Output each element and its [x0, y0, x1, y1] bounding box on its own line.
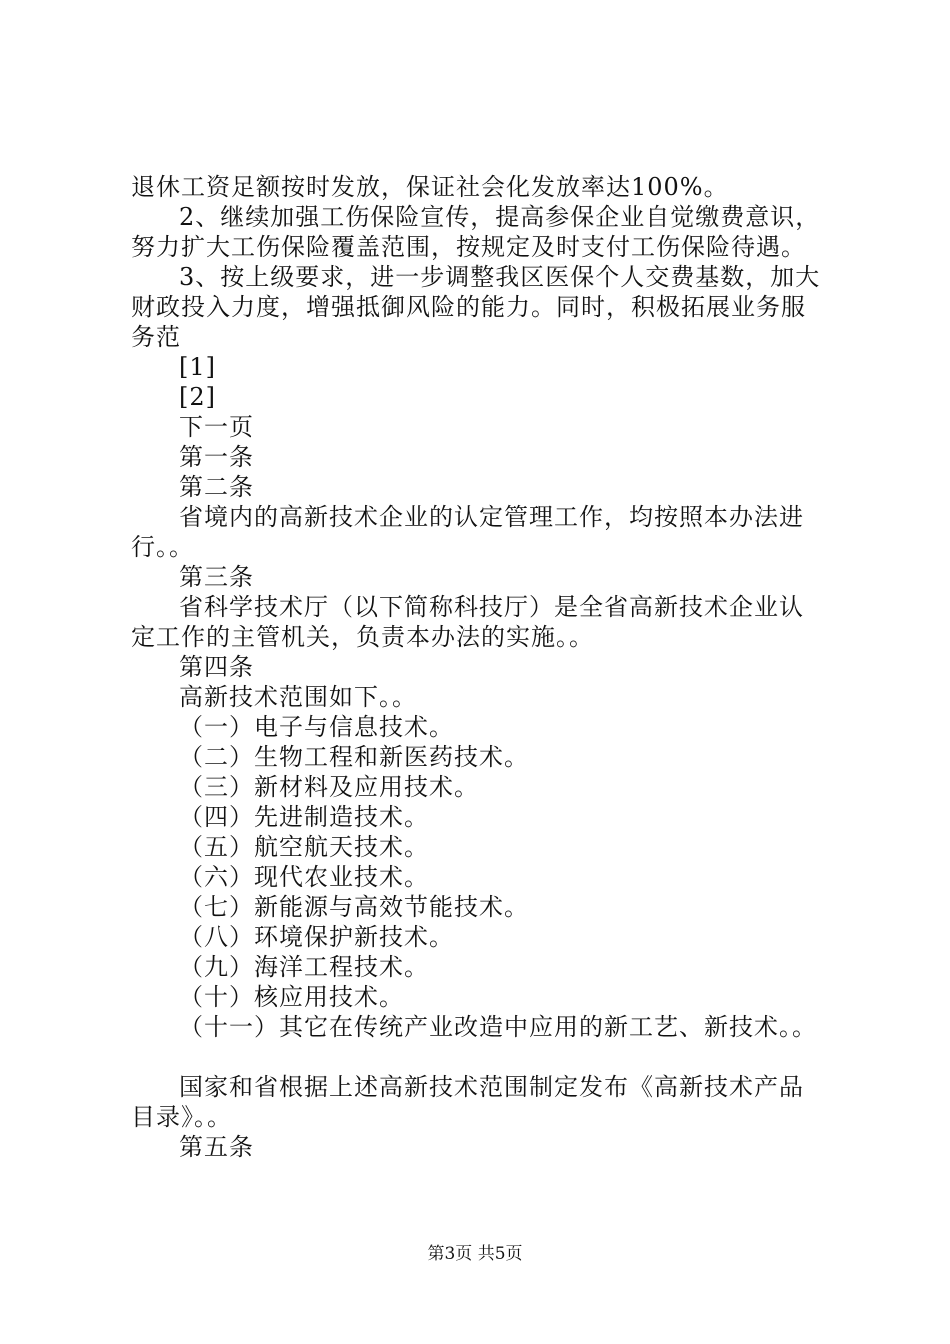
- text-line: （十）核应用技术。: [179, 983, 404, 1011]
- blank-line: [131, 1042, 851, 1072]
- text-line: 第一条: [179, 443, 254, 471]
- text-line: 省境内的高新技术企业的认定管理工作，均按照本办法进: [179, 503, 804, 531]
- text-line: 2、继续加强工伤保险宣传，提高参保企业自觉缴费意识，: [179, 203, 821, 231]
- text-line: 高新技术范围如下。。: [179, 683, 417, 711]
- text-line: 第三条: [179, 563, 254, 591]
- text-line: （一）电子与信息技术。: [179, 713, 454, 741]
- text-line: 定工作的主管机关，负责本办法的实施。。: [131, 623, 594, 651]
- text-line: 努力扩大工伤保险覆盖范围，按规定及时支付工伤保险待遇。: [131, 233, 806, 261]
- text-line: （十一）其它在传统产业改造中应用的新工艺、新技术。。: [179, 1013, 817, 1041]
- text-line: （九）海洋工程技术。: [179, 953, 429, 981]
- text-line: 第二条: [179, 473, 254, 501]
- text-line: 3、按上级要求，进一步调整我区医保个人交费基数，加大: [179, 263, 821, 291]
- text-line: 第五条: [179, 1133, 254, 1161]
- document-body: [131, 172, 851, 1162]
- text-line: 下一页: [179, 413, 254, 441]
- text-line: 目录》。。: [131, 1103, 232, 1131]
- text-line: （四）先进制造技术。: [179, 803, 429, 831]
- text-line: （三）新材料及应用技术。: [179, 773, 479, 801]
- text-line: （六）现代农业技术。: [179, 863, 429, 891]
- text-line: 退休工资足额按时发放，保证社会化发放率达100%。: [131, 173, 729, 201]
- text-line: 务范: [131, 323, 181, 351]
- text-line: （七）新能源与高效节能技术。: [179, 893, 529, 921]
- text-line: 第四条: [179, 653, 254, 681]
- text-line: 国家和省根据上述高新技术范围制定发布《高新技术产品: [179, 1073, 804, 1101]
- text-line: [2]: [179, 383, 216, 411]
- text-line: （五）航空航天技术。: [179, 833, 429, 861]
- text-line: （二）生物工程和新医药技术。: [179, 743, 529, 771]
- text-line: 省科学技术厅（以下简称科技厅）是全省高新技术企业认: [179, 593, 804, 621]
- text-line: （八）环境保护新技术。: [179, 923, 454, 951]
- text-line: 财政投入力度，增强抵御风险的能力。同时，积极拓展业务服: [131, 293, 806, 321]
- text-line: [1]: [179, 353, 216, 381]
- text-line: 行。。: [131, 533, 194, 561]
- page-footer: 第3页 共5页: [427, 1244, 523, 1264]
